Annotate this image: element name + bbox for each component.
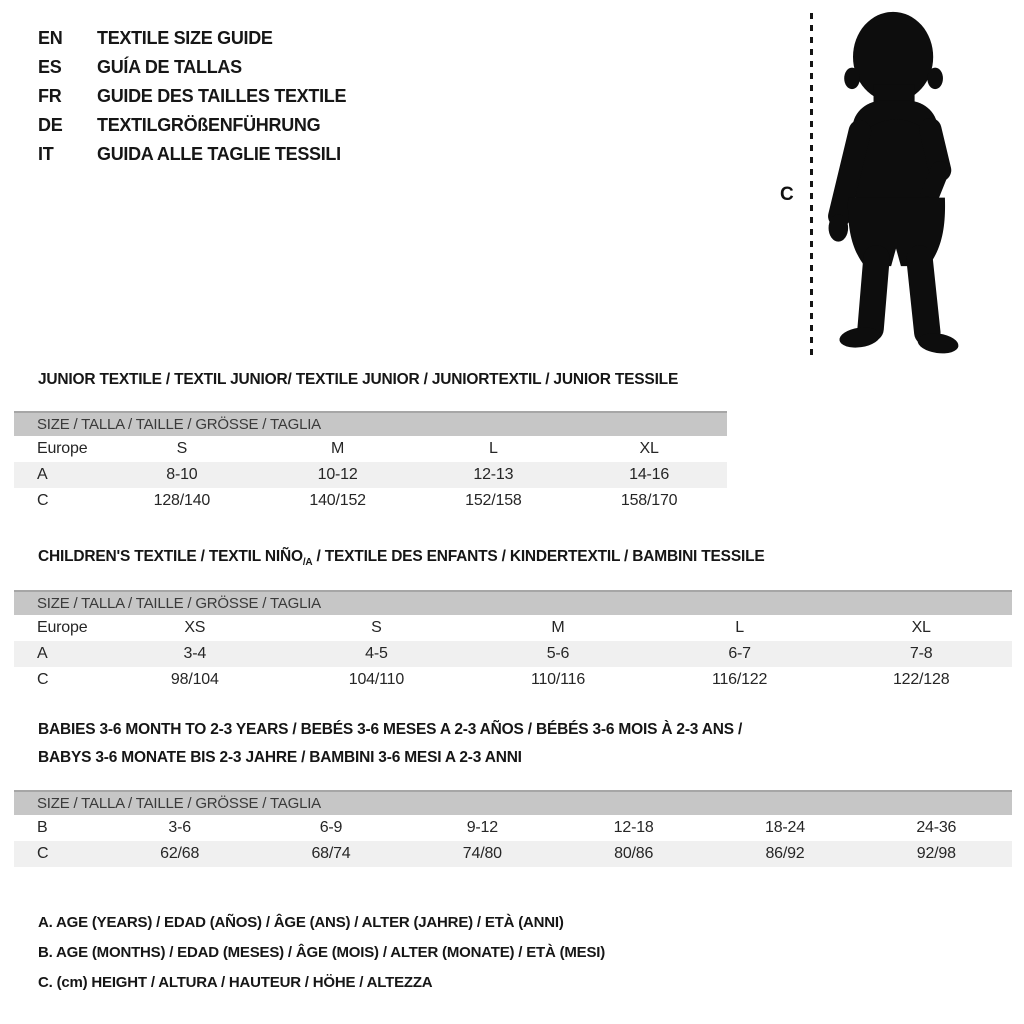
language-row — [38, 24, 346, 53]
row-label: C — [37, 845, 49, 862]
table-cell: 14-16 — [629, 466, 670, 483]
row-label: Europe — [37, 440, 88, 457]
table-header: SIZE / TALLA / TAILLE / GRÖSSE / TAGLIA — [14, 790, 1012, 815]
table-body — [14, 815, 1012, 867]
table-cell: L — [735, 619, 744, 636]
table-cell: 92/98 — [916, 845, 956, 862]
language-code: IT — [38, 144, 54, 164]
table-cell: 10-12 — [317, 466, 358, 483]
table-row — [14, 841, 1012, 867]
table-cell: 6-9 — [319, 819, 343, 836]
table-cell: 140/152 — [309, 492, 366, 509]
title-line1: BABIES 3-6 MONTH TO 2-3 YEARS / BEBÉS 3-6 MESES A 2-3 AÑOS / BÉBÉS 3-6 MOIS À 2-3 ANS / — [38, 721, 743, 738]
table-row — [14, 436, 727, 462]
language-title: TEXTILGRÖßENFÜHRUNG — [97, 115, 321, 135]
table-cell: S — [371, 619, 382, 636]
language-row — [38, 82, 346, 111]
footnote-b: B. AGE (MONTHS) / EDAD (MESES) / ÂGE (MOIS) / ALTER (MONATE) / ETÀ (MESI) — [38, 943, 606, 961]
language-code: ES — [38, 57, 62, 77]
table-cell: M — [551, 619, 565, 636]
table-row — [14, 615, 1012, 641]
table-body — [14, 615, 1012, 693]
row-label: C — [37, 492, 49, 509]
table-cell: 24-36 — [916, 819, 957, 836]
table-row — [14, 641, 1012, 667]
language-title: GUÍA DE TALLAS — [97, 57, 242, 77]
table-row — [14, 667, 1012, 693]
table-cell: 158/170 — [620, 492, 678, 509]
table-body — [14, 436, 727, 514]
table-cell: 104/110 — [348, 671, 405, 688]
table-cell: S — [176, 440, 188, 457]
table-row — [14, 488, 727, 514]
footnote-c: C. (cm) HEIGHT / ALTURA / HAUTEUR / HÖHE / ALTEZZA — [38, 973, 433, 991]
table-cell: 7-8 — [909, 645, 933, 662]
title-subscript: /A — [302, 557, 313, 568]
row-label: A — [37, 645, 48, 662]
table-cell: 3-4 — [183, 645, 207, 662]
row-label: A — [37, 466, 48, 483]
section-title-babies — [38, 716, 858, 772]
table-header: SIZE / TALLA / TAILLE / GRÖSSE / TAGLIA — [14, 590, 1012, 615]
table-cell: 116/122 — [711, 671, 768, 688]
row-label: Europe — [37, 619, 88, 636]
table-cell: 152/158 — [465, 492, 522, 509]
language-code: EN — [38, 28, 63, 48]
table-cell: 5-6 — [546, 645, 570, 662]
table-cell: 86/92 — [765, 845, 805, 862]
table-cell: 62/68 — [160, 845, 200, 862]
table-cell: L — [489, 440, 498, 457]
language-code: FR — [38, 86, 62, 106]
toddler-silhouette-icon — [818, 6, 976, 358]
table-cell: 12-18 — [613, 819, 654, 836]
junior-size-table — [14, 411, 727, 514]
table-header: SIZE / TALLA / TAILLE / GRÖSSE / TAGLIA — [14, 411, 727, 436]
table-cell: XL — [911, 619, 931, 636]
section-title-children — [38, 548, 764, 568]
height-dotted-line — [810, 13, 813, 356]
table-cell: 68/74 — [311, 845, 351, 862]
row-label: C — [37, 671, 49, 688]
table-cell: 3-6 — [168, 819, 191, 836]
table-cell: 122/128 — [892, 671, 950, 688]
table-cell: M — [331, 440, 345, 457]
table-cell: 128/140 — [153, 492, 211, 509]
language-title: GUIDA ALLE TAGLIE TESSILI — [97, 144, 341, 164]
table-cell: XL — [639, 440, 659, 457]
babies-size-table — [14, 790, 1012, 867]
table-cell: 98/104 — [170, 671, 219, 688]
table-cell: 110/116 — [530, 671, 586, 688]
title-line2: BABYS 3-6 MONATE BIS 2-3 JAHRE / BAMBINI 3-6 MESI A 2-3 ANNI — [38, 749, 522, 766]
language-title: GUIDE DES TAILLES TEXTILE — [97, 86, 347, 106]
section-title-junior: JUNIOR TEXTILE / TEXTIL JUNIOR/ TEXTILE JUNIOR / JUNIORTEXTIL / JUNIOR TESSILE — [38, 371, 679, 388]
table-cell: XS — [184, 619, 206, 636]
language-row — [38, 111, 346, 140]
title-part: / TEXTILE DES ENFANTS / KINDERTEXTIL / BAMBINI TESSILE — [312, 548, 765, 565]
table-cell: 12-13 — [473, 466, 514, 483]
language-row — [38, 140, 346, 169]
language-title: TEXTILE SIZE GUIDE — [97, 28, 273, 48]
height-measure-label: C — [780, 184, 794, 205]
footnote-a: A. AGE (YEARS) / EDAD (AÑOS) / ÂGE (ANS) / ALTER (JAHRE) / ETÀ (ANNI) — [38, 913, 564, 931]
table-cell: 80/86 — [614, 845, 654, 862]
title-part: CHILDREN'S TEXTILE / TEXTIL NIÑO — [38, 548, 303, 565]
legend-footnotes — [38, 907, 605, 997]
table-row — [14, 462, 727, 488]
language-row — [38, 53, 346, 82]
table-cell: 4-5 — [365, 645, 388, 662]
table-cell: 18-24 — [765, 819, 805, 836]
row-label: B — [37, 819, 48, 836]
table-cell: 9-12 — [466, 819, 498, 836]
children-size-table — [14, 590, 1012, 693]
table-cell: 8-10 — [166, 466, 198, 483]
table-row — [14, 815, 1012, 841]
language-code: DE — [38, 115, 63, 135]
table-cell: 74/80 — [462, 845, 502, 862]
table-cell: 6-7 — [728, 645, 751, 662]
language-title-list — [38, 24, 346, 169]
